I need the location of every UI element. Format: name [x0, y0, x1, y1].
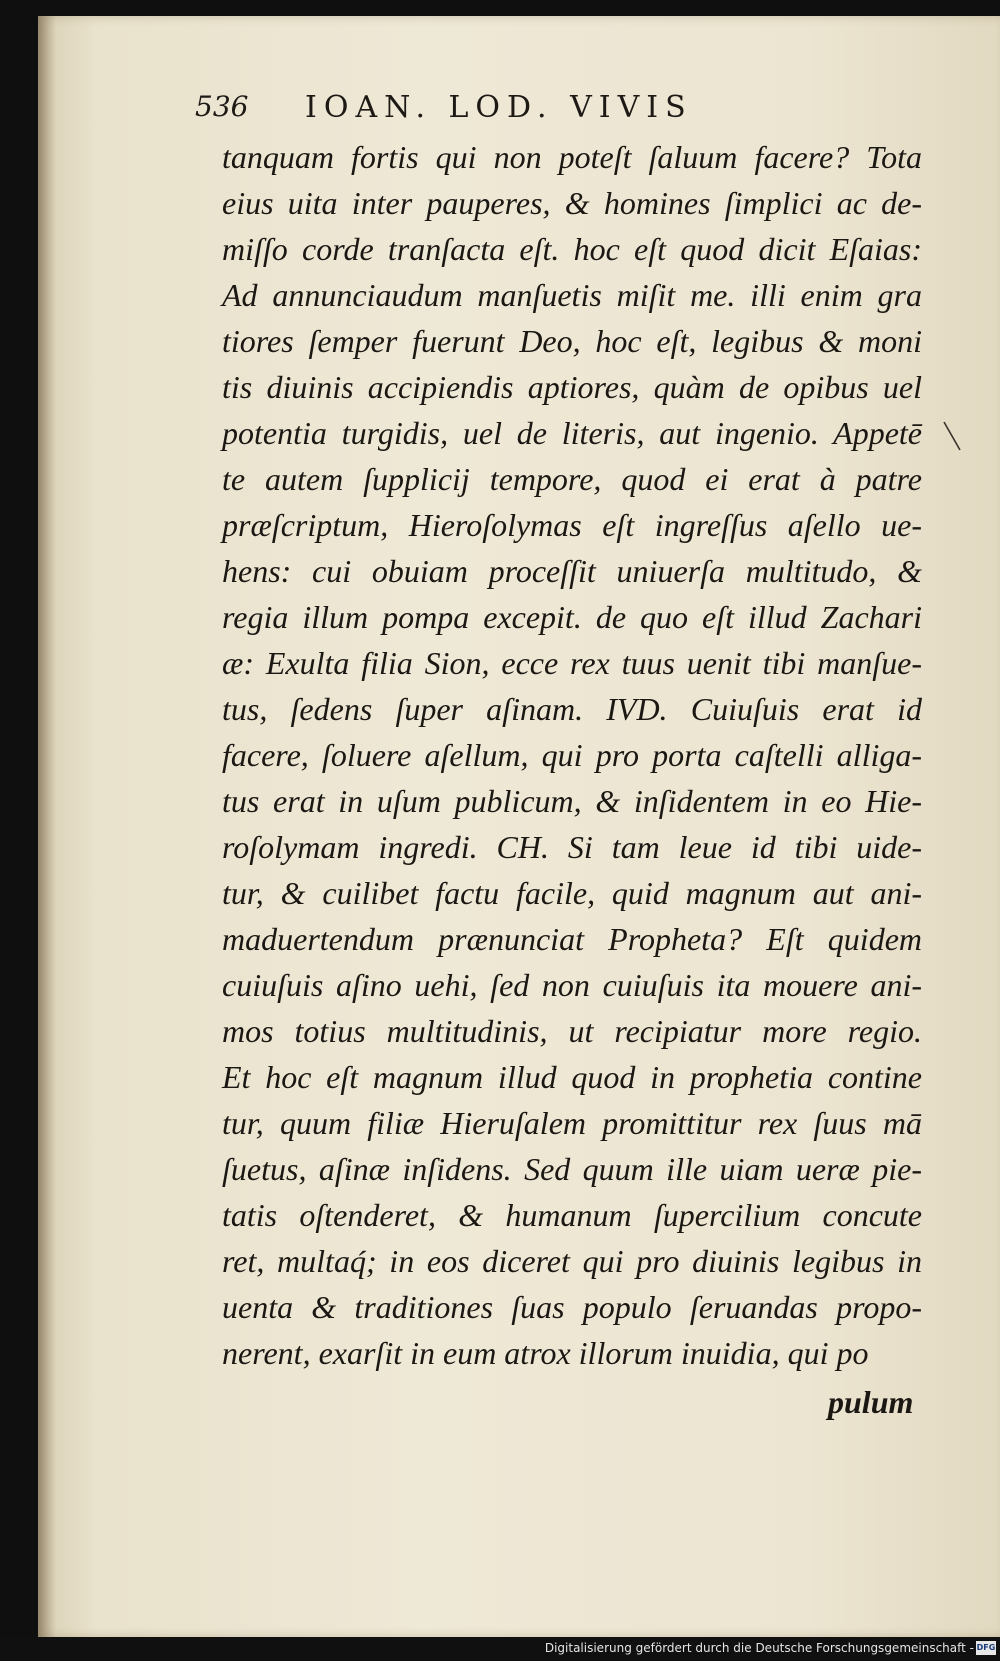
footer-bar	[0, 1637, 1000, 1661]
text-line: facere, ſoluere aſellum, qui pro porta caſtelli alliga-	[222, 737, 922, 773]
text-line: tur, & cuilibet factu facile, quid magnum aut ani-	[222, 875, 922, 911]
text-line: ſuetus, aſinæ inſidens. Sed quum ille uiam ueræ pie-	[222, 1151, 922, 1187]
text-line: Ad annunciaudum manſuetis miſit me. illi enim gra	[222, 277, 922, 313]
text-line: miſſo corde tranſacta eſt. hoc eſt quod dicit Eſaias:	[222, 231, 922, 267]
text-line: tatis oſtenderet, & humanum ſupercilium concute	[222, 1197, 922, 1233]
text-line: tus erat in uſum publicum, & inſidentem in eo Hie-	[222, 783, 922, 819]
text-line: tis diuinis accipiendis aptiores, quàm de opibus uel	[222, 369, 922, 405]
margin-stroke-mark	[942, 420, 964, 454]
text-line: Et hoc eſt magnum illud quod in prophetia contine	[222, 1059, 922, 1095]
text-line: tus, ſedens ſuper aſinam. IVD. Cuiuſuis erat id	[222, 691, 922, 727]
text-line: tanquam fortis qui non poteſt ſaluum facere? Tota	[222, 139, 922, 175]
text-line: præſcriptum, Hieroſolymas eſt ingreſſus aſello ue-	[222, 507, 922, 543]
text-line: eius uita inter pauperes, & homines ſimplici ac de-	[222, 185, 922, 221]
page-number: 536	[195, 90, 249, 123]
text-line: mos totius multitudinis, ut recipiatur more regio.	[222, 1013, 922, 1049]
body-text	[222, 134, 922, 1376]
running-head: IOAN. LOD. VIVIS	[305, 90, 693, 125]
text-line: potentia turgidis, uel de literis, aut ingenio. Appetē	[222, 415, 922, 451]
text-line: maduertendum prænunciat Propheta? Eſt quidem	[222, 921, 922, 957]
text-line: roſolymam ingredi. CH. Si tam leue id tibi uide-	[222, 829, 922, 865]
digitization-credit: Digitalisierung gefördert durch die Deutsche Forschungsgemeinschaft -	[544, 1641, 974, 1655]
text-line: æ: Exulta filia Sion, ecce rex tuus uenit tibi manſue-	[222, 645, 922, 681]
book-page	[38, 16, 1000, 1637]
dfg-logo-icon: DFG	[976, 1641, 996, 1655]
text-line: hens: cui obuiam proceſſit uniuerſa multitudo, &	[222, 553, 922, 589]
text-line: nerent, exarſit in eum atrox illorum inuidia, qui po	[222, 1335, 869, 1371]
page-header	[195, 90, 835, 136]
page-gutter-shadow	[38, 16, 56, 1637]
text-line: tur, quum filiæ Hieruſalem promittitur rex ſuus mā	[222, 1105, 922, 1141]
text-line: ret, multaq́; in eos diceret qui pro diuinis legibus in	[222, 1243, 922, 1279]
catchword: pulum	[828, 1384, 914, 1420]
text-line: tiores ſemper fuerunt Deo, hoc eſt, legibus & moni	[222, 323, 922, 359]
text-line: te autem ſupplicij tempore, quod ei erat à patre	[222, 461, 922, 497]
text-line: uenta & traditiones ſuas populo ſeruandas propo-	[222, 1289, 922, 1325]
text-line: regia illum pompa excepit. de quo eſt illud Zachari	[222, 599, 922, 635]
text-line: cuiuſuis aſino uehi, ſed non cuiuſuis ita mouere ani-	[222, 967, 922, 1003]
